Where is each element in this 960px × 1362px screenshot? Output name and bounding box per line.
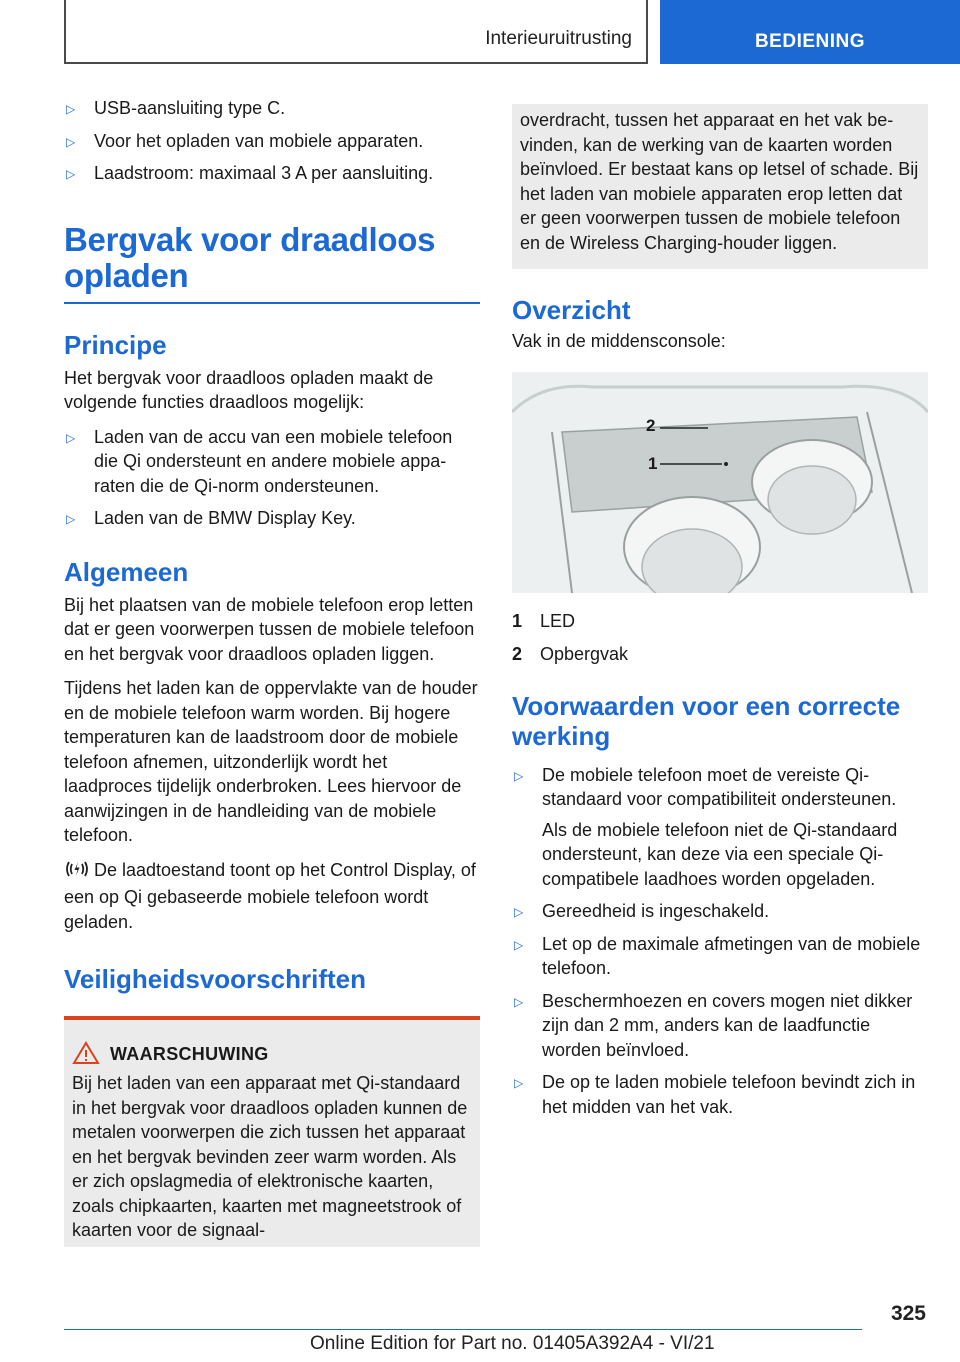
algemeen-p3: De laadtoestand toont op het Control Display, of een op Qi gebaseerde mobiele telefoon wordt geladen. xyxy=(64,859,476,932)
list-item: ▷ Laadstroom: maximaal 3 A per aansluiting. xyxy=(64,161,480,186)
legend-item: 2 Opbergvak xyxy=(512,643,629,664)
algemeen-p2: Tijdens het laden kan de oppervlakte van de houder en de mobiele telefoon warm worden. Bij hogere temperaturen kan de laadstroom door de mobiele telefoon afnemen, uitzonderlijk wordt het laadproces tijdelijk onderbroken. Lees hiervoor de aanwijzingen in de handleiding van de mobiele telefoon. xyxy=(64,678,478,845)
callout-2-label: 2 xyxy=(646,415,656,435)
list-item: ▷ Gereedheid is ingeschakeld. xyxy=(512,899,928,924)
callout-1-label: 1 xyxy=(648,453,658,473)
triangle-bullet-icon: ▷ xyxy=(514,768,524,783)
principe-heading: Principe xyxy=(64,329,167,360)
triangle-bullet-icon: ▷ xyxy=(66,430,76,445)
list-item: ▷ Laden van de BMW Display Key. xyxy=(64,506,480,531)
footer-divider xyxy=(64,1329,862,1330)
list-item: ▷ De op te laden mobiele telefoon bevindt zich in het midden van het vak. xyxy=(514,1072,916,1117)
page-number: 325 xyxy=(890,1302,926,1325)
section-title: Interieuruitrusting xyxy=(485,28,632,49)
voorwaarden-list xyxy=(512,763,928,1120)
usb-list xyxy=(64,96,480,186)
overzicht-caption: Vak in de middensconsole: xyxy=(512,331,726,351)
warning-triangle-icon xyxy=(72,1041,100,1065)
triangle-bullet-icon: ▷ xyxy=(66,512,76,526)
list-subtext: Als de mobiele telefoon niet de Qi-standaard ondersteunt, kan deze via een speciale Qi-compatibele laadhoes worden opgeladen. xyxy=(542,819,898,889)
triangle-bullet-icon: ▷ xyxy=(514,905,524,919)
list-item: ▷ Laden van de accu van een mobiele telefoon die Qi ondersteunt en andere mobiele apparaten die de Qi-norm ondersteunen. xyxy=(66,426,453,496)
warning-title: WAARSCHUWING xyxy=(110,1044,472,1065)
warning-text: Bij het laden van een apparaat met Qi-standaard in het bergvak voor draadloos opladen kunnen de metalen voorwerpen die zich tussen het apparaat en het bergvak bevinden zeer warm worden. Als er zich opslagmedia of elektronische kaarten, zoals chipkaarten, kaarten met magneetstrook of kaarten voor de signaal- xyxy=(72,1073,468,1240)
voorwaarden-heading: Voorwaarden voor een correcte werking xyxy=(512,690,901,751)
wireless-charging-icon xyxy=(64,859,94,886)
triangle-bullet-icon: ▷ xyxy=(66,102,76,116)
list-item: ▷ Beschermhoezen en covers mogen niet dikker zijn dan 2 mm, anders kan de laadfunctie worden beïnvloed. xyxy=(514,990,913,1060)
warning-continuation: overdracht, tussen het apparaat en het vak bevinden, kan de werking van de kaarten worden beïnvloed. Er bestaat kans op letsel of schade. Bij het laden van mobiele apparaten erop letten dat er geen voorwerpen tussen de mobiele telefoon en de Wireless Charging-houder liggen. xyxy=(512,104,928,269)
legend-item: 1 LED xyxy=(512,610,576,631)
list-item: ▷ Let op de maximale afmetingen van de mobiele telefoon. xyxy=(514,933,921,978)
triangle-bullet-icon: ▷ xyxy=(66,167,76,181)
triangle-bullet-icon: ▷ xyxy=(514,937,524,952)
triangle-bullet-icon: ▷ xyxy=(66,134,76,149)
list-item: ▷ Voor het opladen van mobiele apparaten. xyxy=(64,129,480,154)
veiligheid-heading: Veiligheidsvoorschriften xyxy=(64,964,366,994)
principe-list xyxy=(64,425,480,531)
main-heading: Bergvak voor draadloos opladen xyxy=(64,222,480,304)
triangle-bullet-icon: ▷ xyxy=(514,1076,524,1090)
algemeen-p1: Bij het plaatsen van de mobiele telefoon erop letten dat er geen voorwerpen tussen de mobiele telefoon en het bergvak voor draadloos opladen liggen. xyxy=(64,594,475,664)
left-column xyxy=(64,96,480,1247)
right-column xyxy=(512,96,928,1127)
algemeen-heading: Algemeen xyxy=(64,556,189,587)
edition-note: Online Edition for Part no. 01405A392A4 - VI/21 xyxy=(310,1333,715,1354)
list-item: ▷ USB-aansluiting type C. xyxy=(64,96,480,121)
warning-box xyxy=(64,1016,480,1247)
overzicht-heading: Overzicht xyxy=(512,295,631,325)
list-item: ▷ De mobiele telefoon moet de vereiste Qi-standaard voor compatibiliteit ondersteunen. Als de mobiele telefoon niet de Qi-standaard ondersteunt, kan deze via een speciale Qi-compatibele laadhoes worden opgeladen. xyxy=(512,763,928,892)
figure-legend xyxy=(512,605,928,671)
principe-intro: Het bergvak voor draadloos opladen maakt de volgende functies draadloos mogelijk: xyxy=(64,367,434,412)
triangle-bullet-icon: ▷ xyxy=(514,994,524,1009)
console-illustration xyxy=(512,372,928,593)
chapter-tab[interactable]: BEDIENING xyxy=(660,0,960,64)
header-frame xyxy=(64,0,648,64)
